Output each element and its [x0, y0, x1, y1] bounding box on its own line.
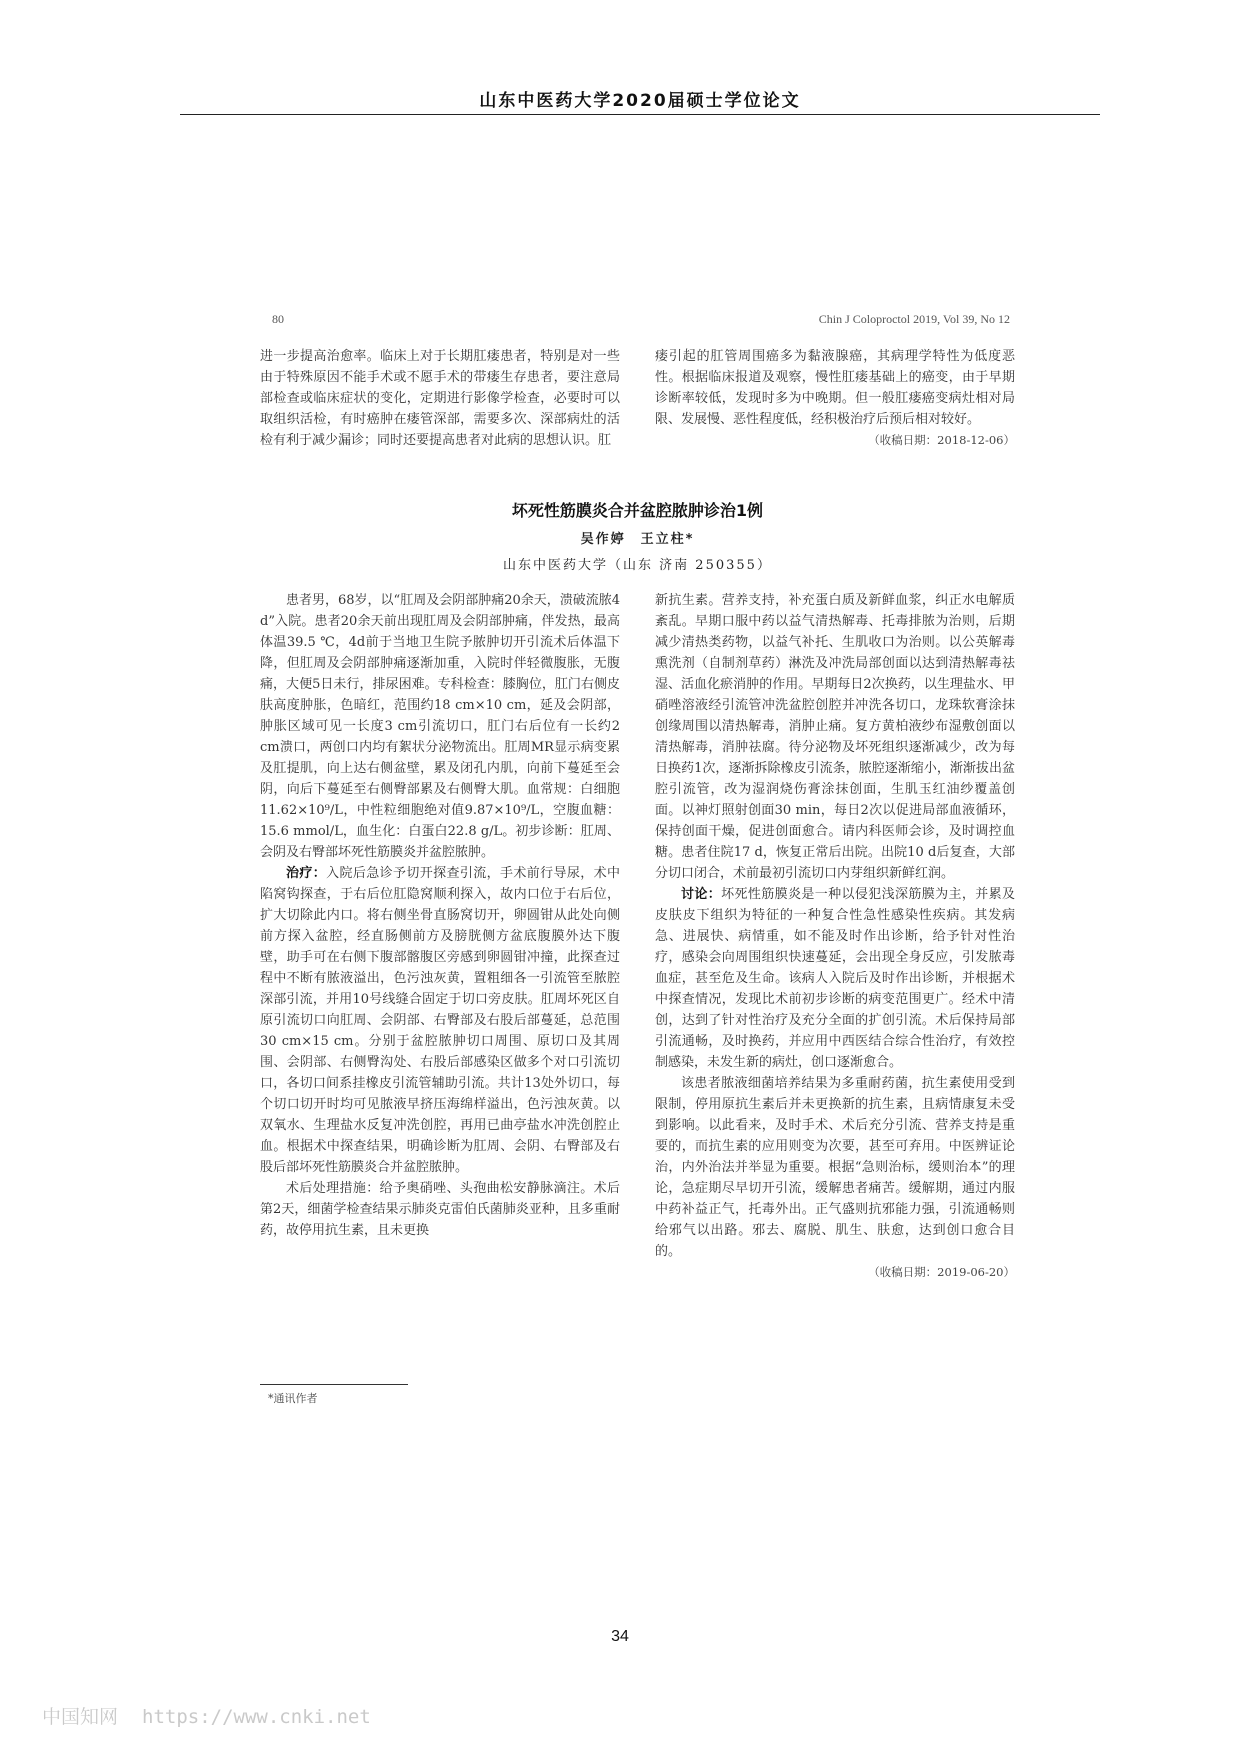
journal-info: Chin J Coloproctol 2019, Vol 39, No 12: [818, 312, 1010, 326]
postoperative-paragraph: 术后处理措施：给予奥硝唑、头孢曲松安静脉滴注。术后第2天，细菌学检查结果示肺炎克雷伯氏菌肺炎亚种，且多重耐药，故停用抗生素，且未更换: [260, 1181, 620, 1238]
article-received-date: （收稿日期：2019-06-20）: [868, 1265, 1015, 1279]
previous-article-left-column: [260, 346, 620, 451]
journal-page-number: 80: [272, 312, 284, 326]
discussion-paragraph: [655, 884, 1015, 1073]
cnki-watermark: [42, 1702, 371, 1729]
case-history-paragraph: 患者男，68岁，以“肛周及会阴部肿痛20余天，溃破流脓4 d”入院。患者20余天前出现肛周及会阴部肿痛，伴发热，最高体温39.5 ℃，4d前于当地卫生院予脓肿切开引流术后体温下降，但肛周及会阴部肿痛逐渐加重，入院时伴轻微腹胀，无腹痛，大便5日未行，排尿困难。专科检查：膝胸位，肛门右侧皮肤高度肿胀，色暗红，范围约18 cm×10 cm，延及会阴部，肿胀区域可见一长度3 cm引流切口，肛门右后位有一长约2 cm溃口，两创口内均有絮状分泌物流出。肛周MR显示病变累及肛提肌，向上达右侧盆壁，累及闭孔内肌，向前下蔓延至会阴，向后下蔓延至右侧臀部累及右侧臀大肌。血常规：白细胞11.62×10⁹/L，中性粒细胞绝对值9.87×10⁹/L，空腹血糖：15.6 mmol/L，血生化：白蛋白22.8 g/L。初步诊断：肛周、会阴及右臀部坏死性筋膜炎并盆腔脓肿。: [260, 593, 621, 860]
article-affiliation: 山东中医药大学（山东 济南 250355）: [503, 558, 772, 573]
previous-article-left-paragraph: 进一步提高治愈率。临床上对于长期肛瘘患者，特别是对一些由于特殊原因不能手术或不愿手术的带瘘生存患者，要注意局部检查或临床症状的变化，定期进行影像学检查，必要时可以取组织活检，有时癌肿在瘘管深部，需要多次、深部病灶的活检有利于减少漏诊；同时还要提高患者对此病的思想认识。肛: [260, 349, 620, 448]
previous-article-right-paragraph: 瘘引起的肛管周围癌多为黏液腺癌，其病理学特性为低度恶性。根据临床报道及观察，慢性肛瘘基础上的癌变，由于早期诊断率较低，发现时多为中晚期。但一般肛瘘癌变病灶相对局限、发展慢、恶性程度低，经积极治疗后预后相对较好。: [655, 349, 1015, 427]
footnote-rule: [260, 1384, 408, 1385]
body-left-column: [260, 590, 620, 1241]
treatment-text: 入院后急诊予切开探查引流，手术前行导尿，术中陷窝钩探查，于右后位肛隐窝顺利探入，故内口位于右后位，扩大切除此内口。将右侧坐骨直肠窝切开，卵圆钳从此处向侧前方探入盆腔，经直肠侧前方及膀胱侧方盆底腹膜外达下腹壁，助手可在右侧下腹部髂腹区旁感到卵圆钳冲撞，此探查过程中不断有脓液溢出，色污浊灰黄，置粗细各一引流管至脓腔深部引流，并用10号线缝合固定于切口旁皮肤。肛周坏死区自原引流切口向肛周、会阴部、右臀部及右股后部蔓延，总范围30 cm×15 cm。分别于盆腔脓肿切口周围、原切口及其周围、会阴部、右侧臀沟处、右股后部感染区做多个对口引流切口，各切口间系挂橡皮引流管辅助引流。共计13处外切口，每个切口切开时均可见脓液早挤压海绵样溢出，色污浊灰黄。以双氧水、生理盐水反复冲洗创腔，再用已曲亭盐水冲洗创腔止血。根据术中探查结果，明确诊断为肛周、会阴、右臀部及右股后部坏死性筋膜炎合并盆腔脓肿。: [260, 866, 620, 1175]
watermark-site-name: 中国知网: [42, 1706, 119, 1728]
treatment-heading: 治疗：: [286, 866, 327, 881]
article-authors: 吴作婷 王立柱*: [580, 532, 695, 547]
thesis-header: 山东中医药大学2020届硕士学位论文: [479, 91, 801, 111]
body-right-column: [655, 590, 1015, 1283]
previous-article-received-date: （收稿日期：2018-12-06）: [868, 433, 1015, 447]
previous-article-right-column: [655, 346, 1015, 451]
article-title: 坏死性筋膜炎合并盆腔脓肿诊治1例: [511, 501, 764, 520]
page-number: 34: [611, 1628, 629, 1645]
treatment-paragraph: [260, 863, 620, 1178]
discussion-text: 坏死性筋膜炎是一种以侵犯浅深筋膜为主，并累及皮肤皮下组织为特征的一种复合性急性感染性疾病。其发病急、进展快、病情重，如不能及时作出诊断，给予针对性治疗，感染会向周围组织快速蔓延，会出现全身反应，引发脓毒血症，甚至危及生命。该病人入院后及时作出诊断，并根据术中探查情况，发现比术前初步诊断的病变范围更广。经术中清创，达到了针对性治疗及充分全面的扩创引流。术后保持局部引流通畅，及时换药，并应用中西医结合综合性治疗，有效控制感染，未发生新的病灶，创口逐渐愈合。: [655, 887, 1015, 1070]
continued-treatment-paragraph: 新抗生素。营养支持，补充蛋白质及新鲜血浆，纠正水电解质紊乱。早期口服中药以益气清热解毒、托毒排脓为治则，后期减少清热类药物，以益气补托、生肌收口为治则。以公英解毒熏洗剂（自制剂草药）淋洗及冲洗局部创面以达到清热解毒祛湿、活血化瘀消肿的作用。早期每日2次换药，以生理盐水、甲硝唑溶液经引流管冲洗盆腔创腔并冲洗各切口，龙珠软膏涂抹创缘周围以清热解毒，消肿止痛。复方黄柏液纱布湿敷创面以清热解毒，消肿祛腐。待分泌物及坏死组织逐渐减少，改为每日换药1次，逐渐拆除橡皮引流条，脓腔逐渐缩小，渐渐拔出盆腔引流管，改为湿润烧伤膏涂抹创面，生肌玉红油纱覆盖创面。以神灯照射创面30 min，每日2次以促进局部血液循环，保持创面干燥，促进创面愈合。请内科医师会诊，及时调控血糖。患者住院17 d，恢复正常后出院。出院10 d后复查，大部分切口闭合，术前最初引流切口内芽组织新鲜红润。: [655, 593, 1015, 881]
header-rule: [180, 114, 1100, 115]
discussion-heading: 讨论：: [681, 887, 722, 902]
watermark-url: https://www.cnki.net: [142, 1706, 371, 1728]
corresponding-author-footnote: *通讯作者: [268, 1392, 318, 1405]
conclusion-paragraph: 该患者脓液细菌培养结果为多重耐药菌，抗生素使用受到限制，停用原抗生素后并未更换新的抗生素，且病情康复未受到影响。以此看来，及时手术、术后充分引流、营养支持是重要的，而抗生素的应用则变为次要，甚至可弃用。中医辨证论治，内外治法并举显为重要。根据“急则治标，缓则治本”的理论，急症期尽早切开引流，缓解患者痛苦。缓解期，通过内服中药补益正气，托毒外出。正气盛则抗邪能力强，引流通畅则给邪气以出路。邪去、腐脱、肌生、肤愈，达到创口愈合目的。: [655, 1076, 1015, 1259]
